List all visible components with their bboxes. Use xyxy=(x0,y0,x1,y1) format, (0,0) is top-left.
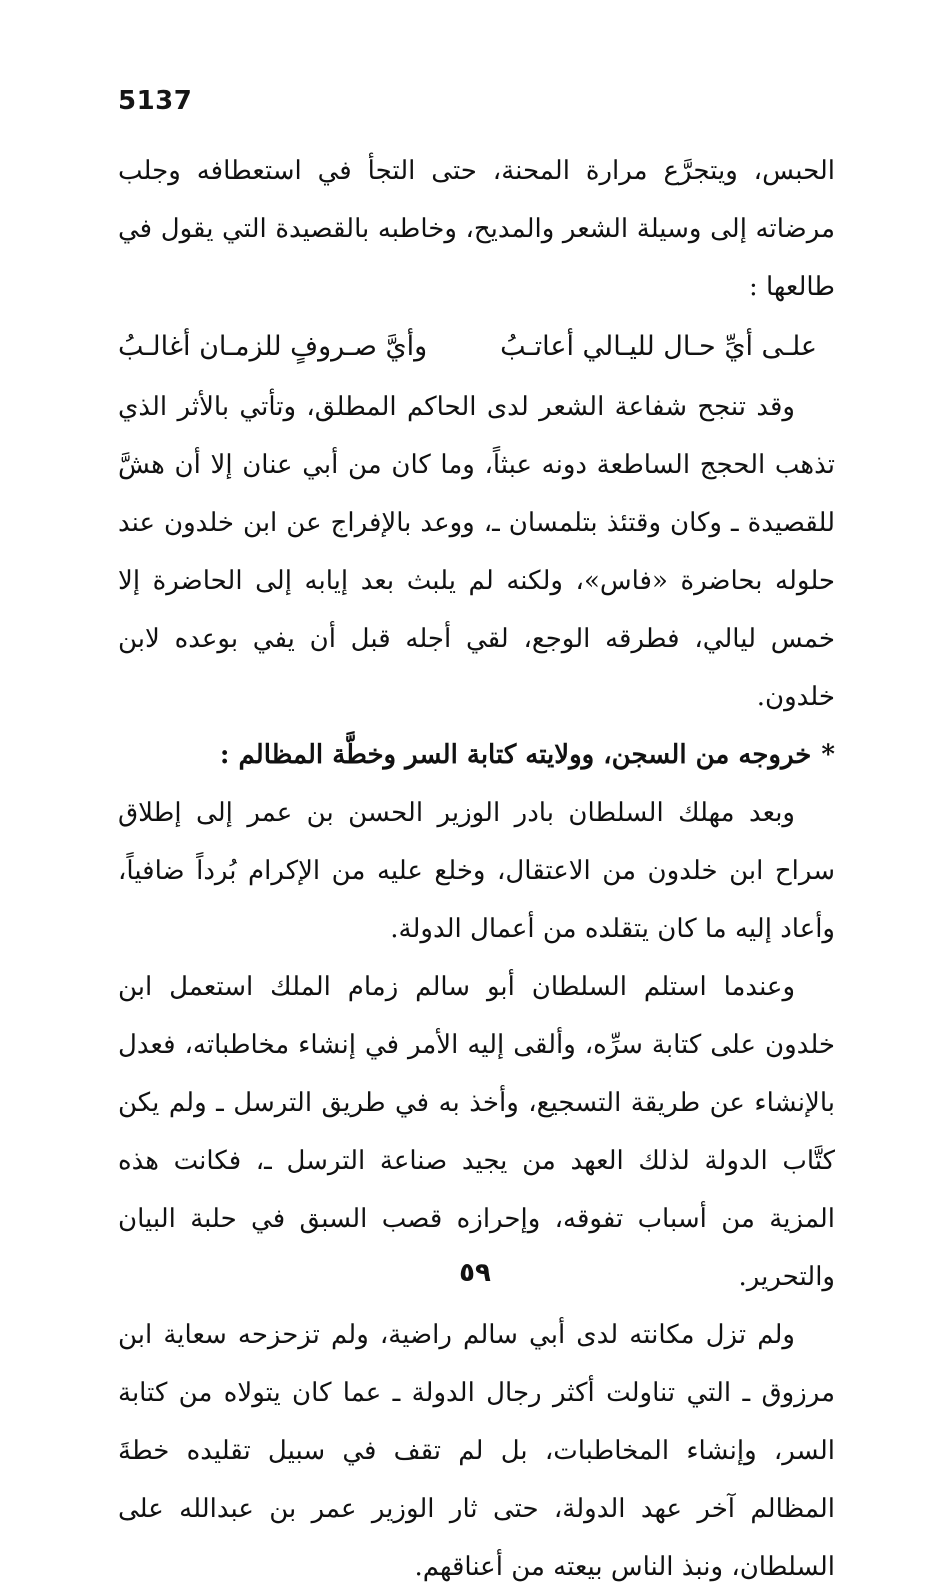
poem-verse xyxy=(118,316,835,378)
paragraph-secretariat: وعندما استلم السلطان أبو سالم زمام الملك استعمل ابن خلدون على كتابة سرِّه، وألقى إليه الأمر في إنشاء مخاطباته، فعدل بالإنشاء عن طريقة التسجيع، وأخذ به في طريق الترسل ـ ولم يكن كتَّاب الدولة لذلك العهد من يجيد صناعة الترسل ـ، فكانت هذه المزية من أسباب تفوقه، وإحرازه قصب السبق في حلبة البيان والتحرير. xyxy=(118,972,835,1292)
verse-second-hemistich: وأيَّ صـروفٍ للزمـان أغالـبُ xyxy=(118,331,428,362)
paragraph-opening: الحبس، ويتجرَّع مرارة المحنة، حتى التجأ في استعطافه وجلب مرضاته إلى وسيلة الشعر والمديح، وخاطبه بالقصيدة التي يقول في طالعها : xyxy=(118,156,835,302)
page-body xyxy=(118,142,835,1596)
paragraph-intercession: وقد تنجح شفاعة الشعر لدى الحاكم المطلق، وتأتي بالأثر الذي تذهب الحجج الساطعة دونه عبثاً، وما كان من أبي عنان إلا أن هشَّ للقصيدة ـ وكان وقتئذ بتلمسان ـ، ووعد بالإفراج عن ابن خلدون عند حلوله بحاضرة «فاس»، ولكنه لم يلبث بعد إيابه إلى الحاضرة إلا خمس ليالي، فطرقه الوجع، لقي أجله قبل أن يفي بوعده لابن خلدون. xyxy=(118,392,835,712)
page-number: ٥٩ xyxy=(459,1258,491,1288)
verse-first-hemistich: علـى أيِّ حـال لليـالي أعاتـبُ xyxy=(500,331,817,362)
reference-number: 5137 xyxy=(118,86,193,116)
section-heading-text: خروجه من السجن، وولايته كتابة السر وخطَّة المظالم : xyxy=(219,740,812,770)
heading-star-icon: * xyxy=(821,740,835,770)
paragraph-release: وبعد مهلك السلطان بادر الوزير الحسن بن عمر إلى إطلاق سراح ابن خلدون من الاعتقال، وخلع عليه من الإكرام بُرداً ضافياً، وأعاد إليه ما كان يتقلده من أعمال الدولة. xyxy=(118,798,835,944)
paragraph-standing: ولم تزل مكانته لدى أبي سالم راضية، ولم تزحزحه سعاية ابن مرزوق ـ التي تناولت أكثر رجال الدولة ـ عما كان يتولاه من كتابة السر، وإنشاء المخاطبات، بل لم تقف في سبيل تقليده خطةَ المظالم آخر عهد الدولة، حتى ثار الوزير عمر بن عبدالله على السلطان، ونبذ الناس بيعته من أعناقهم. xyxy=(118,1320,835,1582)
section-heading xyxy=(118,726,835,784)
